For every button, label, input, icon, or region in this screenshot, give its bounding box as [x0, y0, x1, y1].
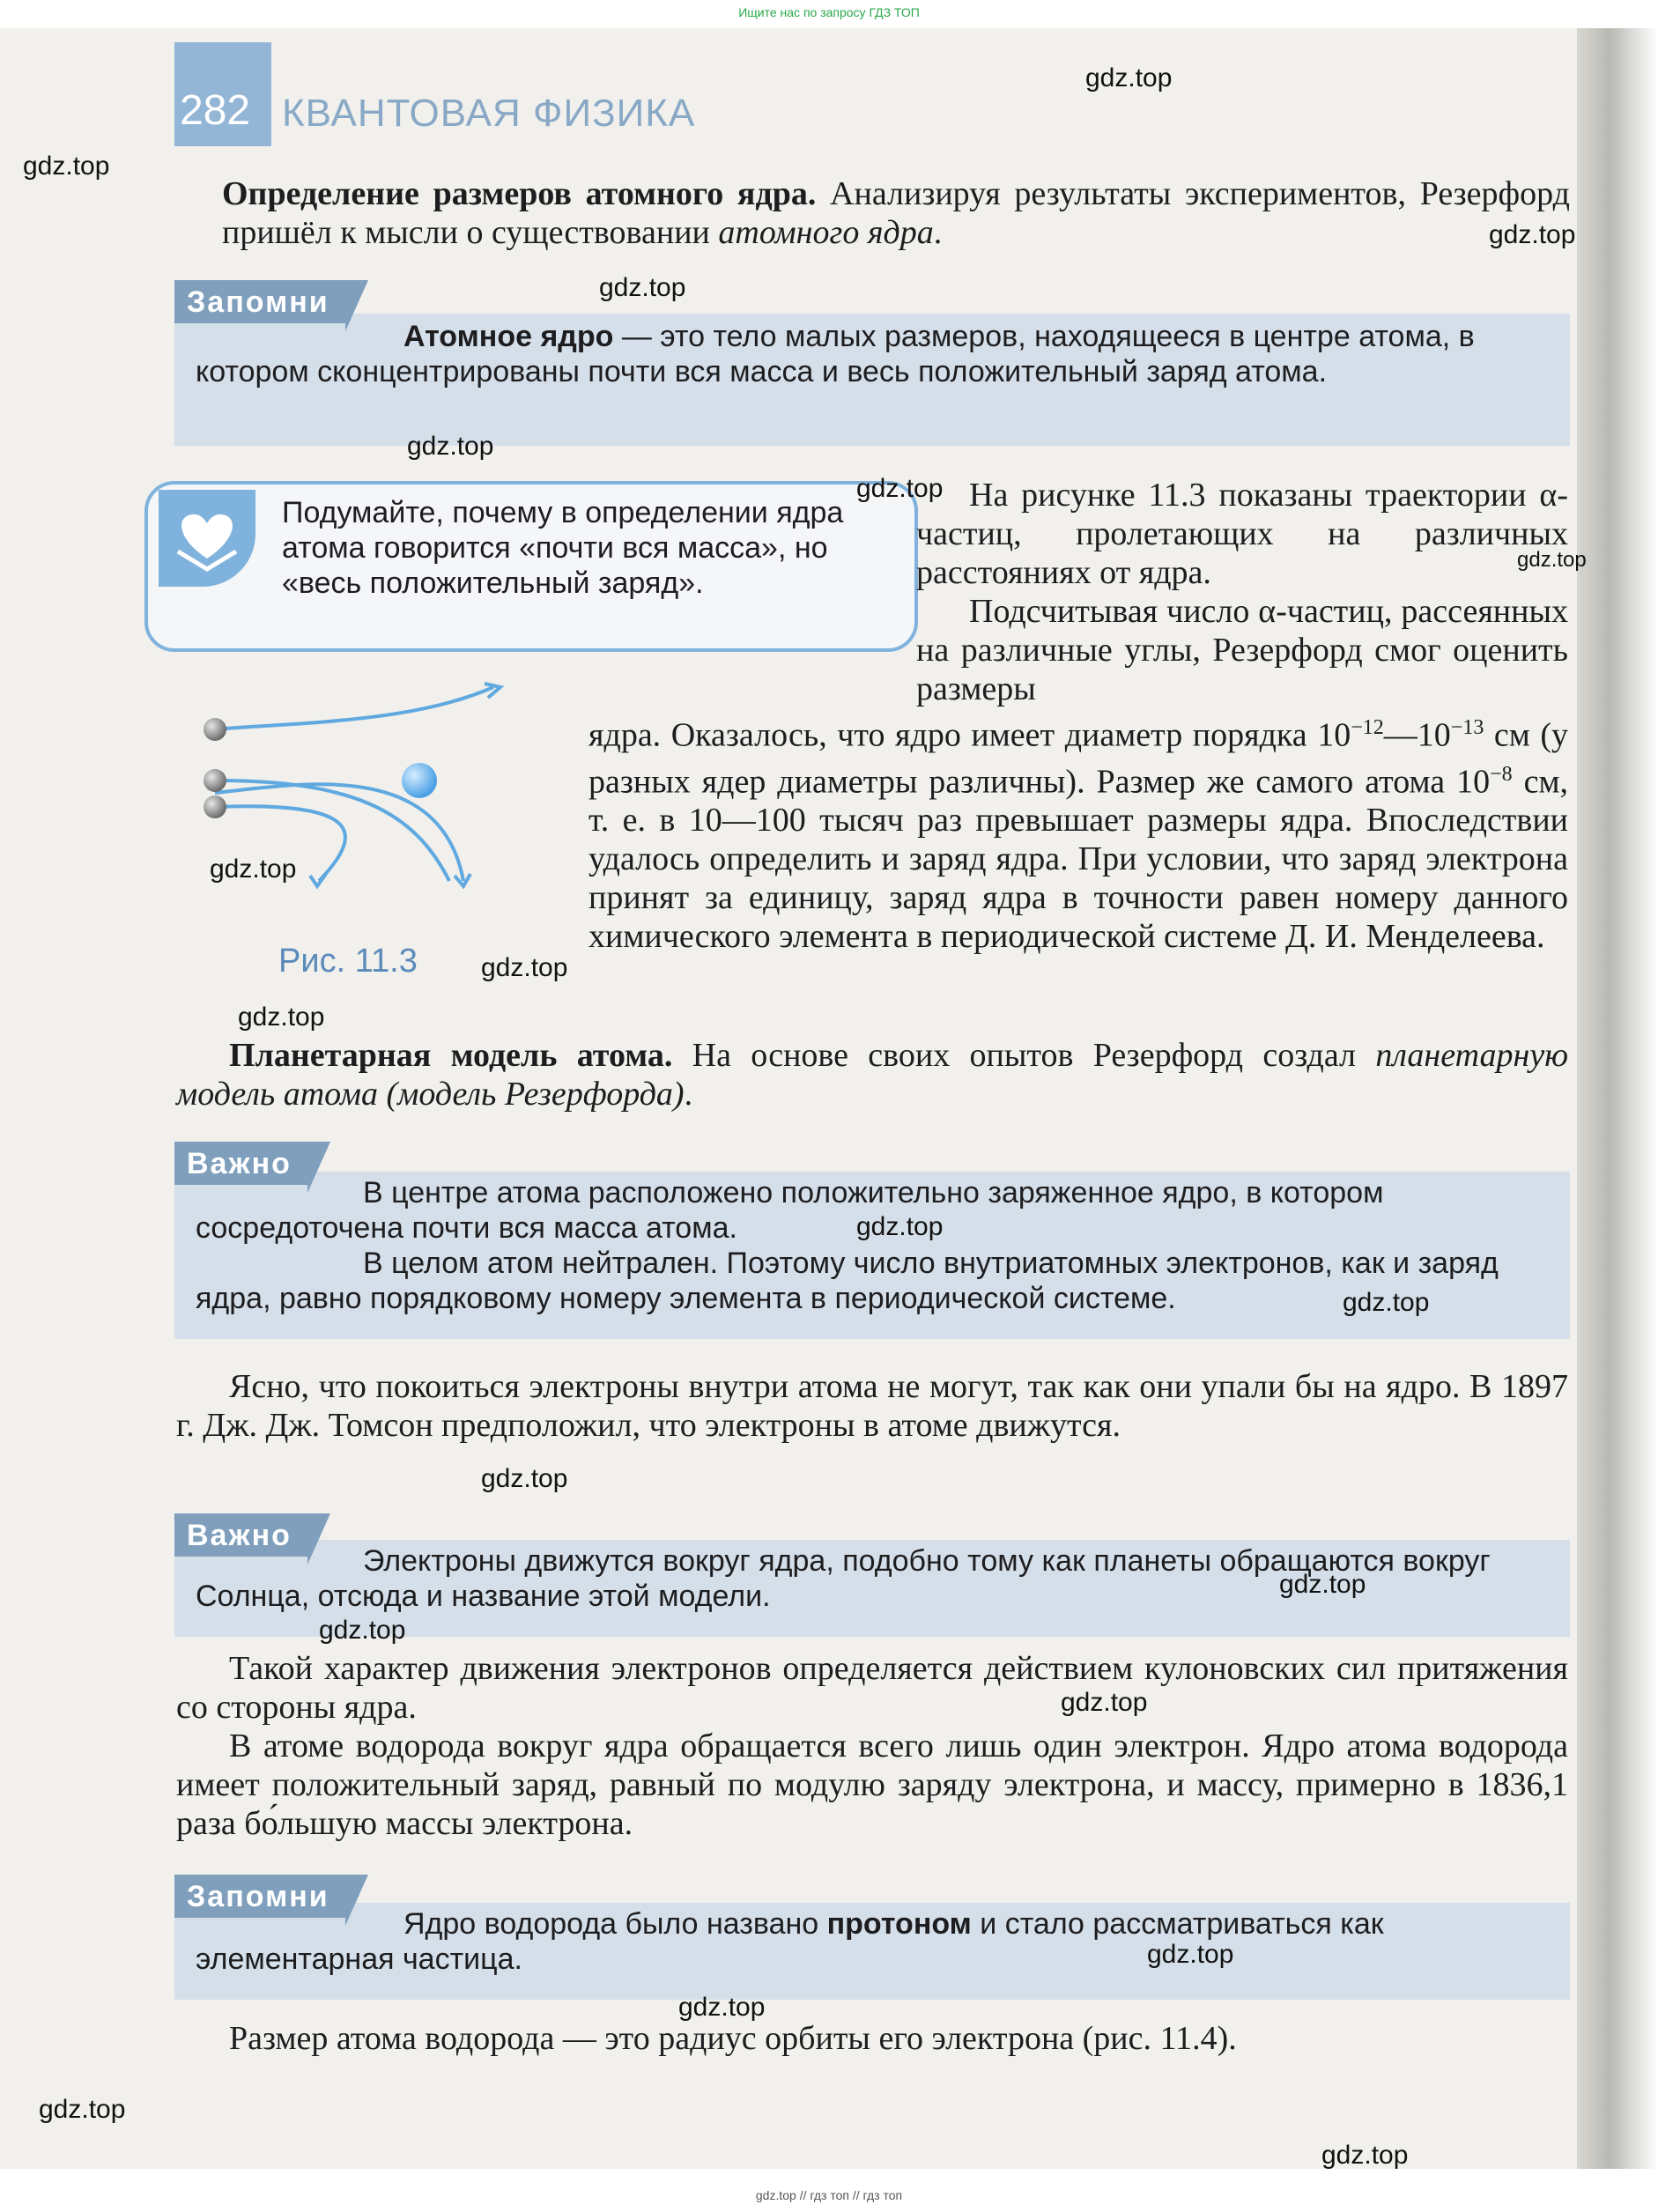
alpha-particle [204, 769, 226, 792]
paragraph-text: На основе своих опытов Резерфорд создал [672, 1037, 1376, 1074]
remember-text [196, 1906, 1552, 1977]
watermark: gdz.top [39, 2095, 126, 2124]
watermark: gdz.top [1085, 63, 1173, 92]
exponent: −12 [1351, 716, 1384, 739]
remember-text [196, 319, 1552, 389]
remember-tag: Запомни [174, 280, 345, 323]
bottom-banner[interactable]: gdz.top // гдз топ // гдз топ [755, 2188, 903, 2202]
paragraph-hydrogen-size: Размер атома водорода — это радиус орбиты его электрона (рис. 11.4). [229, 2020, 1237, 2057]
important-text: Электроны движутся вокруг ядра, подобно тому как планеты обращаются вокруг Солнца, отсюда и название этой модели. [196, 1544, 1491, 1613]
alpha-particle [204, 795, 226, 818]
exponent: −13 [1450, 716, 1484, 739]
remember-text-a: Ядро водорода было названо [403, 1907, 827, 1941]
watermark: gdz.top [407, 432, 494, 461]
watermark: gdz.top [599, 273, 686, 302]
paragraph-counting: Подсчитывая число α-частиц, рассеянных на различные углы, Резерфорд смог оценить размеры [916, 593, 1568, 707]
watermark: gdz.top [1517, 548, 1587, 572]
alpha-particle [204, 718, 226, 741]
remember-tag: Запомни [174, 1875, 345, 1918]
watermark: gdz.top [1321, 2141, 1409, 2170]
paragraph-nucleus-diameter [588, 708, 1568, 956]
watermark: gdz.top [238, 1002, 325, 1032]
remember-term: протоном [826, 1907, 972, 1941]
watermark: gdz.top [856, 474, 944, 503]
important-text-1: В центре атома расположено положительно заряженное ядро, в котором сосредоточена почти вся масса атома. [196, 1176, 1384, 1245]
paragraph-planetary-model [176, 1036, 1568, 1113]
section-title: КВАНТОВАЯ ФИЗИКА [282, 92, 696, 135]
watermark: gdz.top [1147, 1940, 1234, 1969]
paragraph-text: Анализируя результаты экспериментов, Резерфорд пришёл к мысли о существовании [222, 175, 1570, 251]
watermark: gdz.top [319, 1616, 406, 1645]
paragraph-thomson: Ясно, что покоиться электроны внутри атома не могут, так как они упали бы на ядро. В 1897 г. Дж. Дж. Томсон предположил, что электроны в атоме движутся. [176, 1368, 1568, 1444]
power-base: 10 [1317, 716, 1351, 754]
paragraph-lead: Определение размеров атомного ядра. [222, 175, 817, 212]
paragraph-coulomb: Такой характер движения электронов определяется действием кулоновских сил притяжения со стороны ядра. [176, 1650, 1568, 1726]
exponent: −8 [1490, 762, 1513, 786]
remember-text-b: и стало рассматриваться как элементарная частица. [196, 1907, 1384, 1976]
paragraph-text: ядра. Оказалось, что ядро имеет диаметр порядка [588, 716, 1307, 754]
figure-alpha-trajectories [194, 670, 564, 951]
paragraph-nucleus-size [222, 174, 1570, 252]
watermark: gdz.top [481, 953, 568, 982]
watermark: gdz.top [856, 1212, 944, 1241]
watermark: gdz.top [1279, 1570, 1366, 1599]
dash: — [1383, 716, 1417, 754]
watermark: gdz.top [23, 152, 110, 181]
italic-term: планетарную модель атома (модель Резерфорда) [176, 1037, 1568, 1113]
important-tag: Важно [174, 1142, 307, 1185]
trajectory-line [215, 687, 493, 729]
atomic-nucleus [402, 763, 437, 798]
power-base: 10 [1456, 763, 1491, 801]
paragraph-figure-ref: На рисунке 11.3 показаны траектории α-частиц, пролетающих на различных расстояниях от ядра. [916, 477, 1568, 591]
figure-caption: Рис. 11.3 [278, 943, 418, 980]
watermark: gdz.top [678, 1993, 766, 2022]
punctuation: . [684, 1076, 693, 1113]
watermark: gdz.top [1343, 1288, 1430, 1317]
italic-term: атомного ядра [718, 214, 934, 251]
paragraph-hydrogen: В атоме водорода вокруг ядра обращается всего лишь один электрон. Ядро атома водорода имеет положительный заряд, равный по модулю заряду электрона, и массу, примерно в 1836,1 раза бо́льшую массы электрона. [176, 1727, 1568, 1842]
paragraph-text: см, т. е. в 10—100 тысяч раз превышает размеры ядра. Впоследствии удалось определить и заряд ядра. При условии, что заряд электрона принят за единицу, заряд ядра в точности равен номеру данного химического элемента в периодической системе Д. И. Менделеева. [588, 763, 1568, 956]
heart-book-icon [159, 490, 255, 587]
watermark: gdz.top [481, 1464, 568, 1493]
important-tag: Важно [174, 1513, 307, 1557]
top-banner[interactable]: Ищите нас по запросу ГДЗ ТОП [738, 5, 920, 19]
think-text: Подумайте, почему в определении ядра атома говорится «почти вся масса», но «весь положительный заряд». [282, 496, 844, 600]
paragraph-text: см (у разных ядер диаметры различны). [588, 716, 1568, 801]
heart-book-icon-svg [159, 490, 255, 587]
remember-term: Атомное ядро [403, 320, 614, 353]
watermark: gdz.top [210, 854, 297, 884]
page-number: 282 [180, 87, 251, 134]
power-base: 10 [1417, 716, 1451, 754]
remember-definition: — это тело малых размеров, находящееся в центре атома, в котором сконцентрированы почти вся масса и весь положительный заряд атома. [196, 320, 1475, 388]
paragraph-lead: Планетарная модель атома. [229, 1037, 673, 1074]
paragraph-text: Размер же самого атома [1096, 763, 1457, 801]
page-edge-shadow [1577, 28, 1658, 2169]
watermark: gdz.top [1489, 220, 1576, 249]
punctuation: . [933, 214, 943, 251]
important-text-2: В целом атом нейтрален. Поэтому число внутриатомных электронов, как и заряд ядра, равно порядковому номеру элемента в периодической системе. [196, 1247, 1499, 1315]
watermark: gdz.top [1061, 1688, 1148, 1717]
